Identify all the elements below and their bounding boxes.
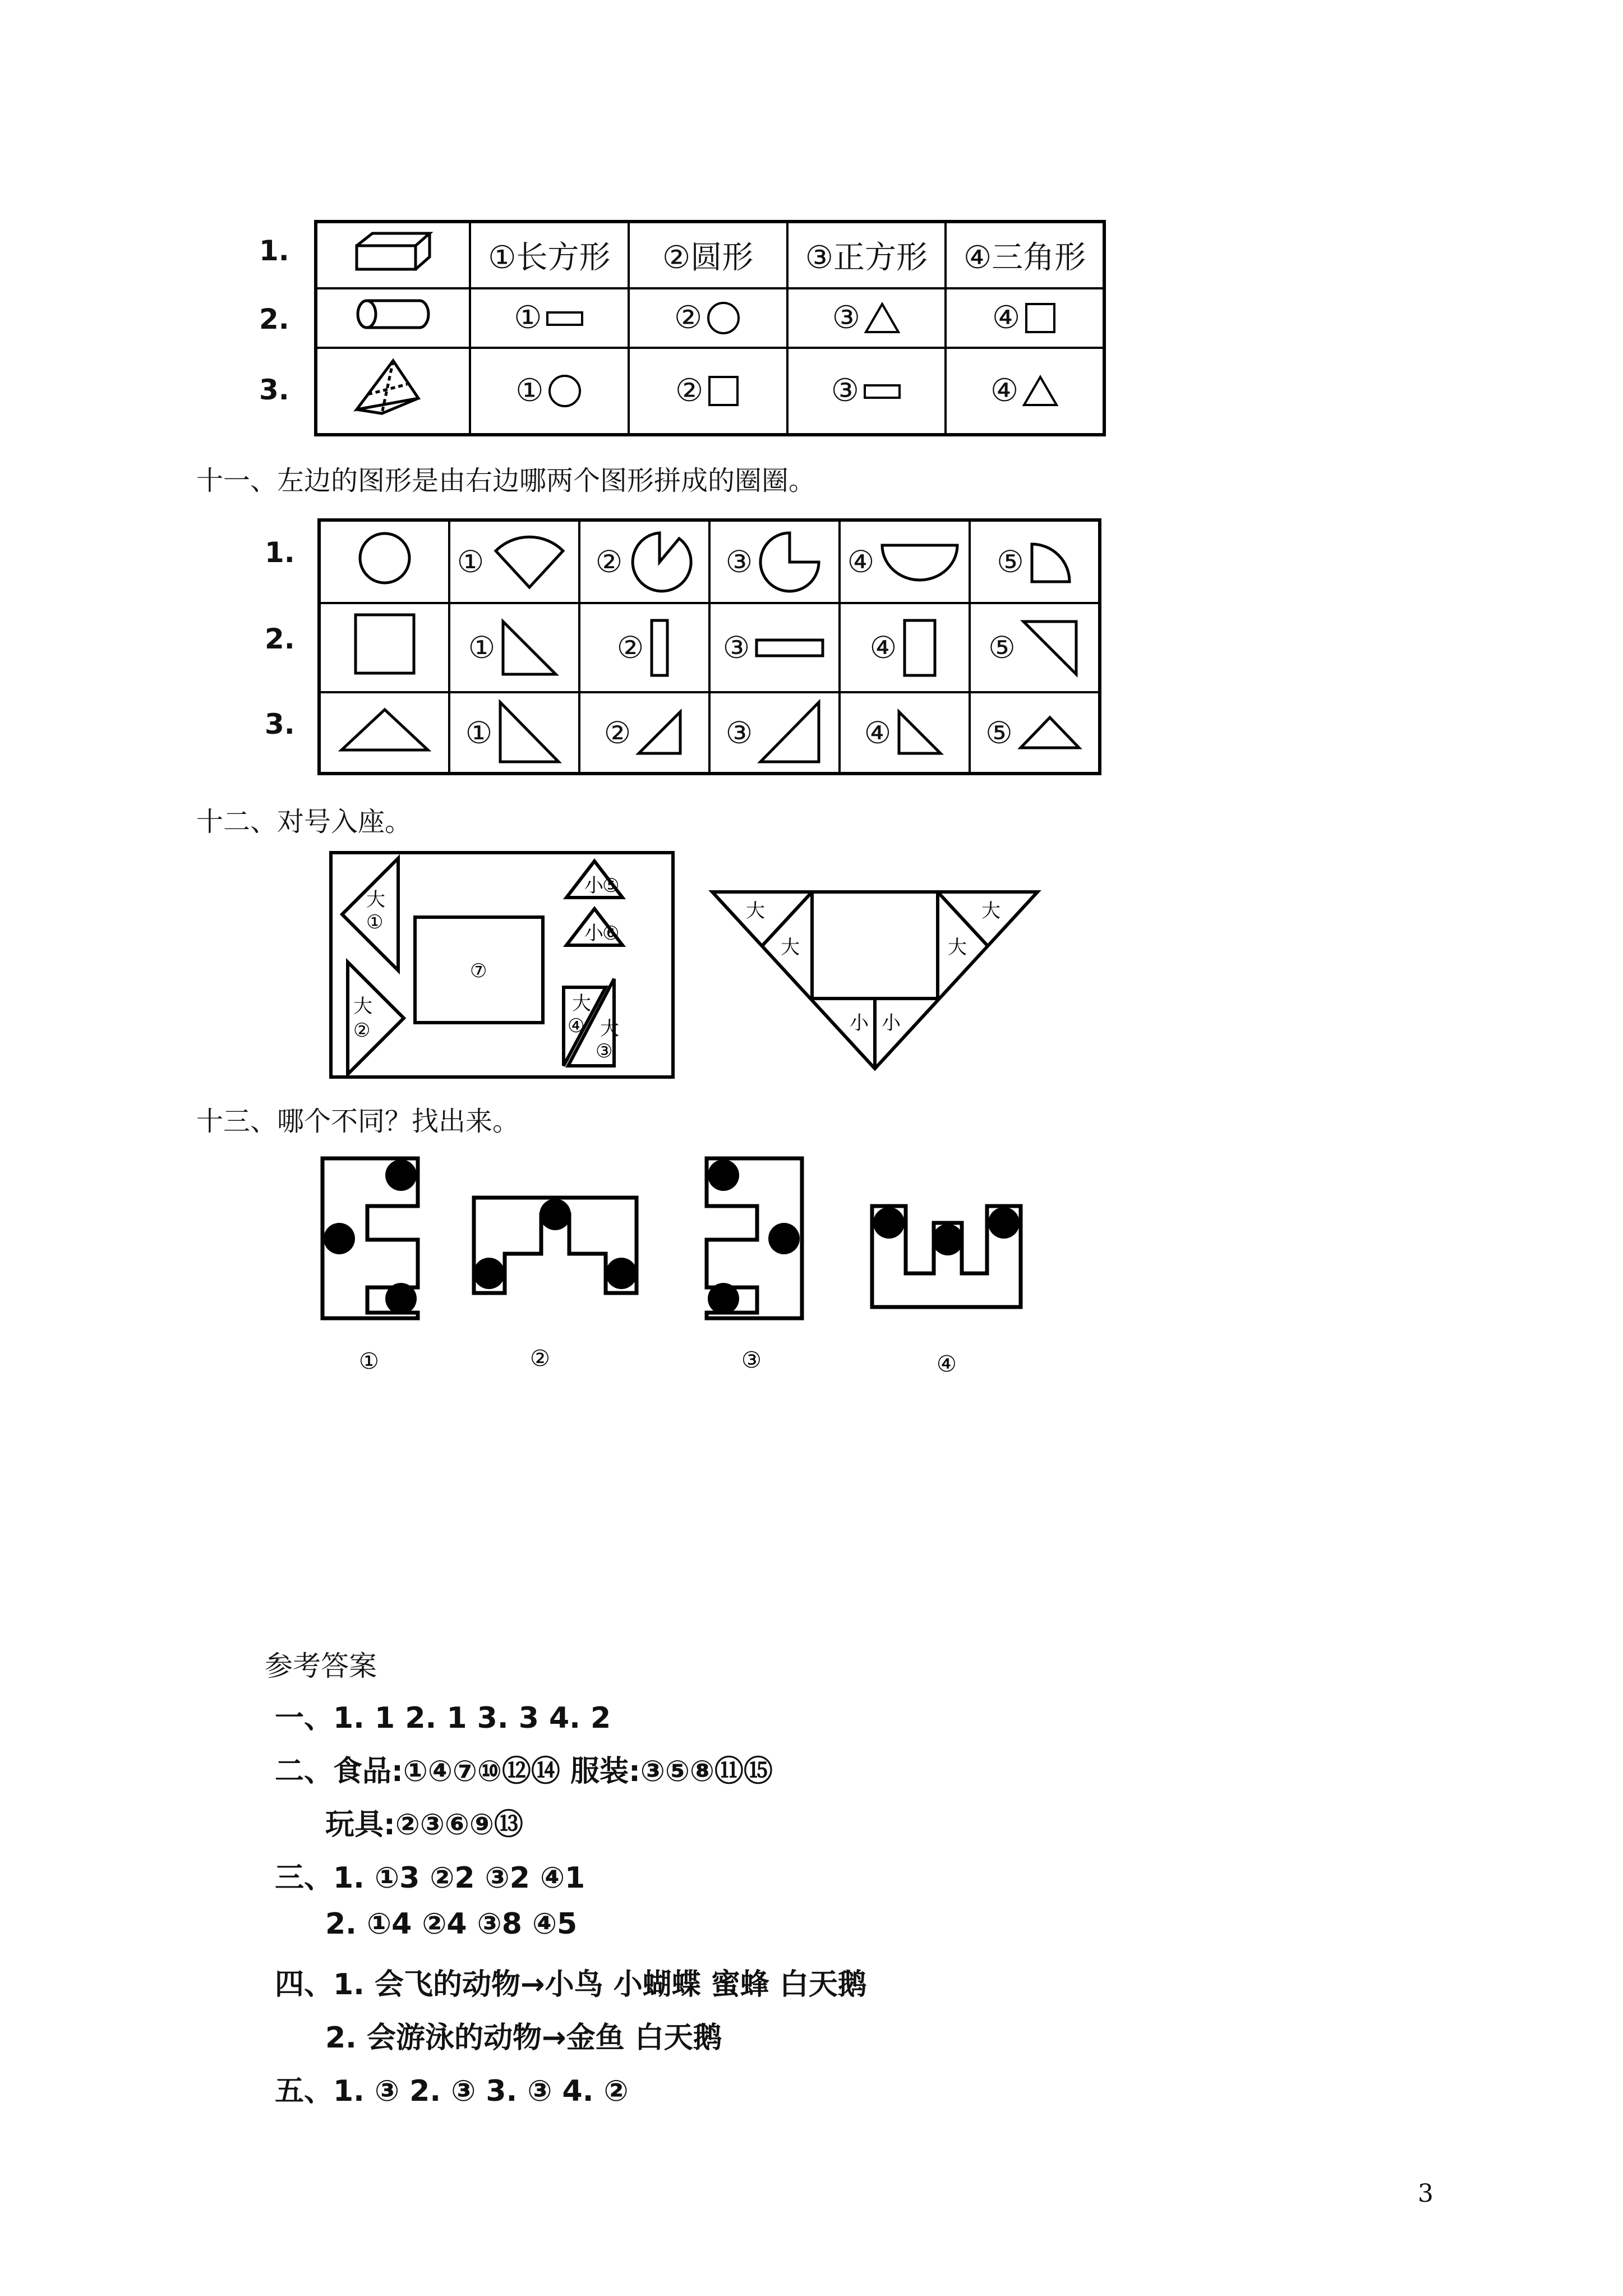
piece-label: 大: [353, 995, 372, 1018]
option-cell[interactable]: [970, 520, 1100, 603]
flat-rectangle-icon: [753, 636, 826, 660]
option-text: ④: [990, 372, 1019, 409]
square-icon: [707, 374, 740, 408]
circle-icon: [547, 373, 583, 409]
dot: [768, 1223, 800, 1254]
answer-line: 二、食品:①④⑦⑩⑫⑭ 服装:③⑤⑧⑪⑮: [275, 1755, 773, 1788]
option-number: ①: [457, 544, 485, 580]
tangram-puzzle: [325, 847, 1054, 1083]
target-circle-icon: [319, 520, 449, 603]
dot: [540, 1199, 571, 1230]
piece-label: 小: [584, 922, 603, 945]
answer-line: 一、1. 1 2. 1 3. 3 4. 2: [275, 1701, 611, 1735]
option-text: ③: [832, 300, 860, 337]
piece-label: ⑥: [602, 922, 620, 945]
dot: [708, 1159, 739, 1191]
dot: [988, 1207, 1020, 1239]
target-label: 小: [850, 1012, 869, 1034]
row-label: 3.: [259, 374, 289, 406]
dot: [606, 1258, 637, 1289]
option-cell[interactable]: [470, 222, 629, 288]
option-cell[interactable]: [709, 520, 840, 603]
answer-line: 2. ①4 ②4 ③8 ④5: [325, 1907, 578, 1941]
row-label: 3.: [265, 708, 295, 740]
dot: [873, 1207, 905, 1239]
figure-label: ②: [530, 1346, 550, 1372]
row-label: 2.: [265, 623, 295, 655]
option-number: ③: [725, 715, 753, 751]
option-text: ①: [514, 300, 542, 337]
semicircle-icon: [878, 540, 962, 585]
target-label: 大: [781, 936, 800, 959]
option-text: ③: [831, 372, 859, 409]
dot: [324, 1223, 355, 1254]
option-text: ④: [992, 300, 1021, 337]
quarter-circle-icon: [1027, 540, 1072, 585]
option-cell[interactable]: [449, 692, 579, 774]
section-12-heading: 十二、对号入座。: [196, 806, 412, 838]
option-number: ③: [725, 544, 753, 580]
target-label: 大: [981, 900, 1000, 922]
section-11-heading: 十一、左边的图形是由右边哪两个图形拼成的圈圈。: [196, 465, 816, 496]
option-cell[interactable]: [470, 348, 629, 435]
option-text: ②圆形: [662, 240, 754, 277]
piece-label: 大: [572, 992, 591, 1015]
rectangle-icon: [545, 307, 584, 329]
option-number: ④: [869, 630, 897, 666]
target-square-icon: [319, 603, 449, 692]
option-number: ⑤: [997, 544, 1024, 580]
piece-label: ①: [366, 911, 384, 933]
option-number: ②: [595, 544, 623, 580]
option-cell[interactable]: [709, 603, 840, 692]
right-triangle-icon: [499, 617, 560, 679]
option-number: ①: [465, 715, 493, 751]
piece-label: ④: [568, 1015, 585, 1037]
target-label: 小: [882, 1012, 901, 1034]
option-number: ②: [616, 630, 644, 666]
dot: [385, 1159, 417, 1191]
thin-rectangle-icon: [647, 617, 672, 679]
piece-label: 小: [584, 875, 603, 897]
sector-icon: [487, 534, 571, 590]
answer-line: 三、1. ①3 ②2 ③2 ④1: [275, 1861, 585, 1895]
row-label: 1.: [265, 536, 295, 569]
answer-line: 四、1. 会飞的动物→小鸟 小蝴蝶 蜜蜂 白天鹅: [275, 1968, 867, 2001]
row-label: 1.: [259, 234, 289, 267]
figure-label: ④: [937, 1351, 957, 1377]
square-icon: [1023, 301, 1057, 335]
rectangle-icon: [863, 380, 902, 402]
option-cell[interactable]: [970, 603, 1100, 692]
right-triangle-icon: [756, 699, 823, 766]
figure-label: ③: [741, 1347, 762, 1373]
piece-label: ②: [353, 1019, 371, 1042]
right-triangle-icon: [1019, 617, 1081, 679]
triangular-prism-icon: [316, 348, 470, 435]
option-cell[interactable]: [470, 288, 629, 348]
option-text: ①长方形: [488, 240, 611, 277]
page-number: 3: [1418, 2179, 1433, 2208]
section-13-heading: 十三、哪个不同？找出来。: [196, 1106, 520, 1137]
figure-label: ①: [359, 1349, 379, 1374]
answer-line: 2. 会游泳的动物→金鱼 白天鹅: [325, 2021, 722, 2055]
option-cell[interactable]: [946, 348, 1104, 435]
option-cell[interactable]: [449, 520, 579, 603]
option-number: ①: [468, 630, 496, 666]
option-text: ①: [515, 372, 544, 409]
target-triangle-icon: [319, 692, 449, 774]
option-text: ④三角形: [963, 240, 1086, 277]
dot: [932, 1224, 963, 1255]
answers-title: 参考答案: [265, 1650, 377, 1682]
shape-match-table: [314, 220, 1106, 436]
option-number: ⑤: [988, 630, 1016, 666]
target-label: 大: [746, 900, 765, 922]
option-cell[interactable]: [579, 692, 709, 774]
option-cell[interactable]: [709, 692, 840, 774]
triangle-icon: [1022, 374, 1059, 408]
cuboid-icon: [316, 222, 470, 288]
pacman-icon: [626, 528, 693, 596]
cylinder-icon: [316, 288, 470, 348]
tall-rectangle-icon: [900, 617, 939, 679]
option-cell[interactable]: [629, 348, 787, 435]
option-text: ②: [674, 300, 703, 337]
option-number: ②: [603, 715, 631, 751]
target-label: 大: [948, 936, 967, 959]
dot: [473, 1258, 505, 1289]
option-number: ④: [847, 544, 875, 580]
piece-label: 大: [366, 889, 385, 911]
option-cell[interactable]: [787, 288, 946, 348]
option-cell[interactable]: [840, 520, 970, 603]
right-triangle-icon: [895, 707, 945, 758]
answer-line: 玩具:②③⑥⑨⑬: [325, 1808, 523, 1842]
option-cell[interactable]: [787, 222, 946, 288]
option-text: ③正方形: [805, 240, 928, 277]
answer-line: 五、1. ③ 2. ③ 3. ③ 4. ②: [275, 2074, 629, 2108]
three-quarter-circle-icon: [756, 528, 823, 596]
option-text: ②: [675, 372, 704, 409]
option-cell[interactable]: [840, 603, 970, 692]
option-number: ③: [722, 630, 750, 666]
option-cell[interactable]: [579, 520, 709, 603]
dot: [385, 1283, 417, 1314]
piece-label: ③: [596, 1040, 613, 1062]
option-cell[interactable]: [629, 222, 787, 288]
option-cell[interactable]: [449, 603, 579, 692]
right-triangle-icon: [496, 699, 563, 766]
piece-2: [348, 962, 404, 1074]
right-triangle-icon: [634, 707, 685, 758]
shape-compose-table: [317, 518, 1101, 775]
option-cell[interactable]: [970, 692, 1100, 774]
option-cell[interactable]: [946, 288, 1104, 348]
triangle-icon: [864, 301, 901, 335]
option-cell[interactable]: [629, 288, 787, 348]
option-cell[interactable]: [787, 348, 946, 435]
odd-one-out-figures: [314, 1144, 1066, 1380]
circle-icon: [706, 300, 741, 336]
row-label: 2.: [259, 303, 289, 335]
pieces-frame: [331, 853, 673, 1077]
option-cell[interactable]: [840, 692, 970, 774]
option-number: ⑤: [985, 715, 1013, 751]
piece-label: ⑤: [602, 875, 620, 897]
option-cell[interactable]: [579, 603, 709, 692]
option-cell[interactable]: [946, 222, 1104, 288]
piece-label: ⑦: [470, 960, 487, 982]
isosceles-triangle-icon: [1016, 713, 1083, 752]
piece-label: 大: [600, 1018, 619, 1040]
option-number: ④: [864, 715, 892, 751]
dot: [708, 1283, 739, 1314]
